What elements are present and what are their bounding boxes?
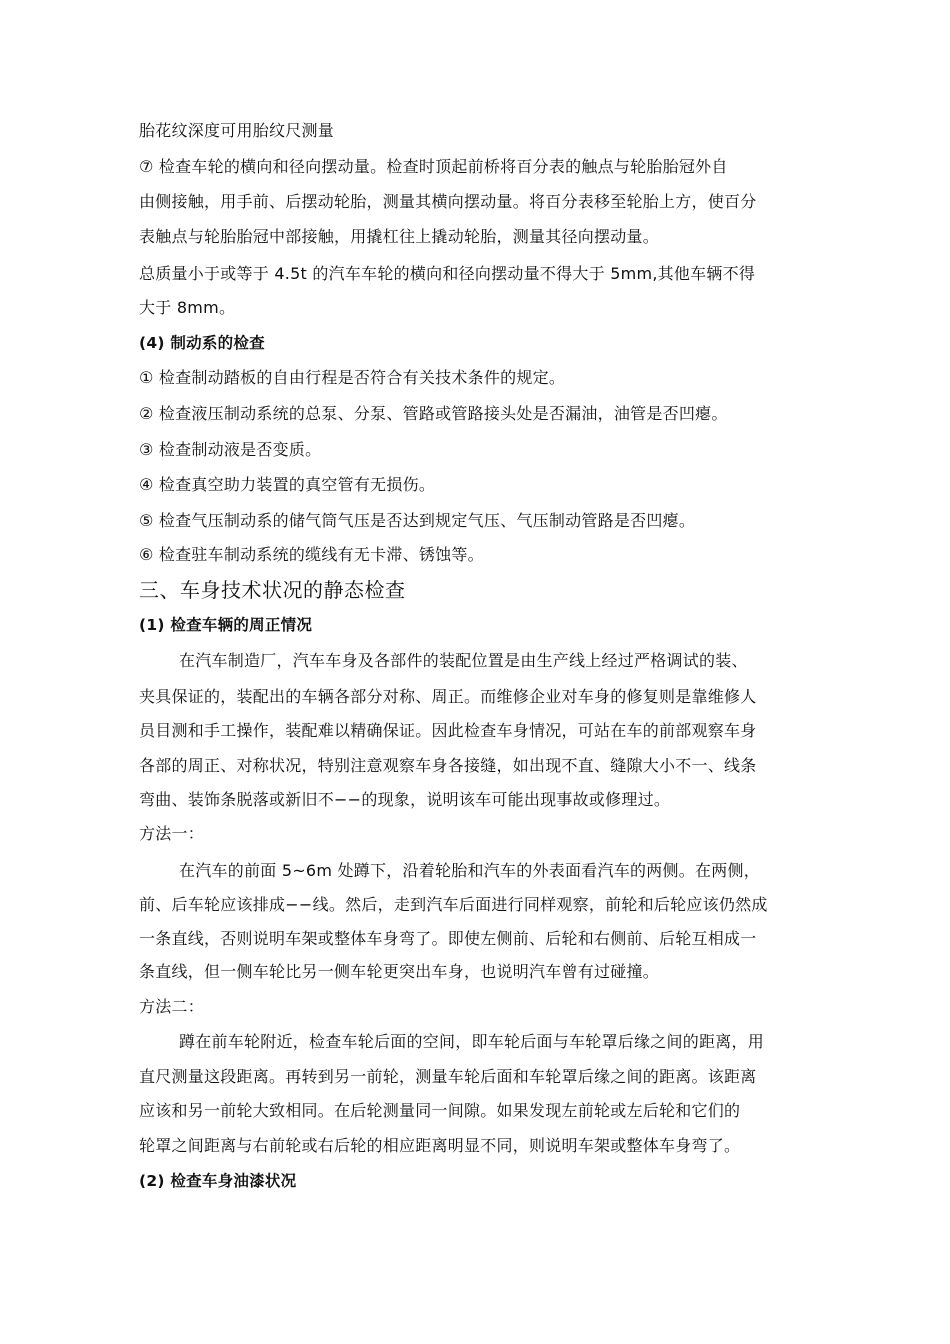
paragraph-line: 条直线，但一侧车轮比另一侧车轮更突出车身，也说明汽车曾有过碰撞。 xyxy=(139,962,660,981)
paragraph-line: 直尺测量这段距离。再转到另一前轮，测量车轮后面和车轮罩后缘之间的距离。该距离 xyxy=(139,1067,757,1086)
paragraph-line: 应该和另一前轮大致相同。在后轮测量同一间隙。如果发现左前轮或左后轮和它们的 xyxy=(139,1101,741,1120)
list-item: ⑥ 检查驻车制动系统的缆线有无卡滞、锈蚀等。 xyxy=(139,545,484,564)
section-heading: (1) 检查车辆的周正情况 xyxy=(139,616,313,634)
paragraph-line: 弯曲、装饰条脱落或新旧不−−的现象，说明该车可能出现事故或修理过。 xyxy=(139,790,671,809)
method-label: 方法一： xyxy=(139,824,205,843)
text-line: 表触点与轮胎胎冠中部接触，用撬杠往上撬动轮胎，测量其径向摆动量。 xyxy=(139,227,660,246)
list-item: ① 检查制动踏板的自由行程是否符合有关技术条件的规定。 xyxy=(139,368,566,387)
paragraph-line: 蹲在前车轮附近，检查车轮后面的空间，即车轮后面与车轮罩后缘之间的距离，用 xyxy=(179,1032,765,1051)
list-item: ② 检查液压制动系统的总泵、分泵、管路或管路接头处是否漏油，油管是否凹瘪。 xyxy=(139,404,728,423)
section-heading: (2) 检查车身油漆状况 xyxy=(139,1172,297,1190)
chapter-heading: 三、车身技术状况的静态检查 xyxy=(139,578,406,602)
paragraph-line: 在汽车制造厂，汽车车身及各部件的装配位置是由生产线上经过严格调试的装、 xyxy=(179,651,748,670)
method-label: 方法二： xyxy=(139,997,205,1016)
text-line: 胎花纹深度可用胎纹尺测量 xyxy=(139,121,335,140)
section-heading: (4) 制动系的检查 xyxy=(139,334,265,352)
paragraph-line: 轮罩之间距离与右前轮或右后轮的相应距离明显不同，则说明车架或整体车身弯了。 xyxy=(139,1136,741,1155)
paragraph-line: 一条直线，否则说明车架或整体车身弯了。即使左侧前、后轮和右侧前、后轮互相成一 xyxy=(139,929,757,948)
paragraph-line: 员目测和手工操作，装配难以精确保证。因此检查车身情况，可站在车的前部观察车身 xyxy=(139,721,757,740)
list-item: ④ 检查真空助力装置的真空管有无损伤。 xyxy=(139,475,436,494)
paragraph-line: 前、后车轮应该排成−−线。然后，走到汽车后面进行同样观察，前轮和后轮应该仍然成 xyxy=(139,895,768,914)
list-item: ⑦ 检查车轮的横向和径向摆动量。检查时顶起前桥将百分表的触点与轮胎胎冠外自 xyxy=(139,157,728,176)
list-item: ⑤ 检查气压制动系的储气筒气压是否达到规定气压、气压制动管路是否凹瘪。 xyxy=(139,511,696,530)
text-line: 大于 8mm。 xyxy=(139,298,236,317)
text-line: 由侧接触，用手前、后摆动轮胎，测量其横向摆动量。将百分表移至轮胎上方，使百分 xyxy=(139,192,757,211)
paragraph-line: 夹具保证的，装配出的车辆各部分对称、周正。而维修企业对车身的修复则是靠维修人 xyxy=(139,687,757,706)
text-line: 总质量小于或等于 4.5t 的汽车车轮的横向和径向摆动量不得大于 5mm,其他车辆不得 xyxy=(139,264,756,283)
paragraph-line: 各部的周正、对称状况，特别注意观察车身各接缝，如出现不直、缝隙大小不一、线条 xyxy=(139,756,757,775)
list-item: ③ 检查制动液是否变质。 xyxy=(139,440,322,459)
paragraph-line: 在汽车的前面 5~6m 处蹲下，沿着轮胎和汽车的外表面看汽车的两侧。在两侧， xyxy=(179,861,761,880)
